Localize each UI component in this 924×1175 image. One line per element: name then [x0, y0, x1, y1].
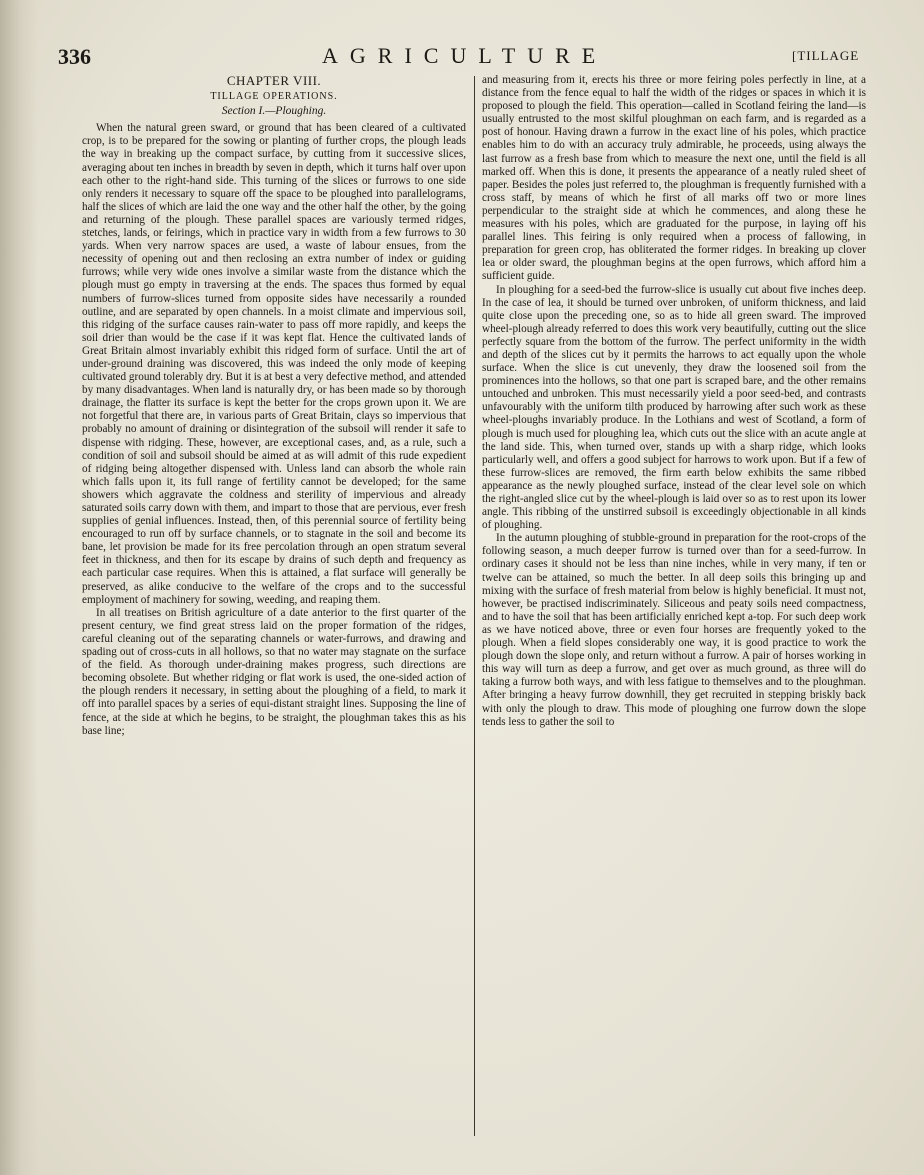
paragraph: In the autumn ploughing of stubble-ground in preparation for the root-crops of the following season, a much deeper furrow is turned over than for a seed-furrow. In ordinary cases it should not be less than nine inches, while in very many, if ten or twelve can be attained, so much the better. In all deep soils this bringing up and mixing with the surface of fresh material from below is highly beneficial. It must not, however, be practised indiscriminately. Siliceous and peaty soils need compactness, and to have the soil that has been artificially enriched kept a-top. For such deep work as we have noticed above, three or even four horses are frequently yoked to the plough. When a field slopes considerably one way, it is good practice to work the plough down the slope only, and return without a furrow. A pair of horses working in this way will turn as deep a furrow, and get over as much ground, as three will do taking a furrow both ways, and with less fatigue to themselves and to the ploughman. After bringing a heavy furrow downhill, they get recruited in stepping briskly back with only the plough to draw. This mode of ploughing one furrow down the slope tends less to gather the soil to: [482, 532, 866, 728]
right-column: [482, 74, 866, 1139]
running-title: AGRICULTURE: [322, 43, 608, 68]
paragraph: In ploughing for a seed-bed the furrow-slice is usually cut about five inches deep. In the case of lea, it should be turned over unbroken, of uniform thickness, and laid quite close upon the preceding one, so as to hide all green sward. The improved wheel-plough already referred to does this work very beautifully, cutting out the slice perfectly square from the bottom of the furrow. The perfect uniformity in the width and depth of the slices cut by it permits the harrows to act equally upon the whole surface. When the slice is cut unevenly, they draw the loosened soil from the prominences into the hollows, so that one part is scraped bare, and the other remains untouched and unbroken. This must necessarily yield a poor seed-bed, and contrasts unfavourably with the uniform tilth produced by harrowing after such work as these wheel-ploughs invariably produce. In the Lothians and west of Scotland, a form of plough is much used for ploughing lea, which cuts out the slice with an acute angle at the land side. This, when turned over, stands up with a sharp ridge, which looks particularly well, and offers a good subject for harrows to work upon. But if a few of these furrow-slices are removed, the firm earth below exhibits the same ribbed appearance as the newly ploughed surface, instead of the clear level sole on which the right-angled slice cut by the wheel-plough is laid over so as to rest upon its lower angle. This ribbing of the unstirred subsoil is exceedingly objectionable in all kinds of ploughing.: [482, 283, 866, 532]
chapter-subtitle: TILLAGE OPERATIONS.: [210, 91, 338, 103]
page-number: 336: [58, 44, 91, 69]
section-tag: [TILLAGE: [792, 48, 860, 63]
column-divider: [474, 76, 475, 1136]
page-header: [0, 40, 924, 70]
book-spine-shadow: [0, 0, 38, 1175]
paragraph: In all treatises on British agriculture of a date anterior to the first quarter of the present century, we find great stress laid on the proper formation of the ridges, careful cleaning out of the separating channels or water-furrows, and drawing and spading out of cross-cuts in all hollows, so that no water may stagnate on the surface of the field. As thorough under-draining makes progress, such directions are becoming obsolete. But whether ridging or flat work is used, the one-sided action of the plough renders it necessary, in setting about the ploughing of a field, to mark it off into parallel spaces by a series of equi-distant straight lines. Supposing the line of fence, at the side at which he begins, to be straight, the ploughman takes this as his base line;: [82, 606, 466, 737]
left-column: [82, 74, 466, 1139]
paragraph: When the natural green sward, or ground that has been cleared of a cultivated crop, is to be prepared for the sowing or planting of further crops, the plough leads the way in breaking up the compact surface, by cutting from it successive slices, averaging about ten inches in breadth by seven in depth, which it turns half over upon each other to the right-hand side. This turning of the slices or furrows to one side only renders it necessary to square off the space to be ploughed into parallelograms, half the slices of which are laid the one way and the other half the other, by the going and returning of the plough. These parallel spaces are variously termed ridges, stetches, lands, or feirings, which in practice vary in width from a few furrows to 30 yards. When very narrow spaces are used, a waste of labour ensues, from the necessity of opening out and then reclosing an extra number of index or guiding furrows; while very wide ones involve a similar waste from the distance which the plough must go empty in traversing at the ends. The spaces thus formed by equal numbers of furrow-slices turned from opposite sides have necessarily a rounded outline, and are separated by open channels. In a moist climate and impervious soil, this ridging of the surface causes rain-water to pass off more rapidly, and keeps the soil drier than would be the case if it was kept flat. Hence the cultivated lands of Great Britain almost invariably exhibit this ridged form of surface. Until the art of under-ground draining was discovered, this was indeed the only mode of keeping cultivated ground tolerably dry. But it is at best a very defective method, and attended by many disadvantages. When land is naturally dry, or has been made so by thorough drainage, the flatter its surface is kept the better for the crops grown upon it. We are not forgetful that there are, in various parts of Great Britain, clays so impervious that probably no amount of draining or disintegration of the subsoil will render it safe to dispense with ridging. These, however, are exceptional cases, and, as a rule, such a condition of soil and subsoil should be aimed at as will admit of this rude expedient of ridging being altogether dispensed with. Unless land can absorb the whole rain which falls upon it, its full range of fertility cannot be developed; for the same showers which aggravate the coldness and sterility of impervious and already saturated soils carry down with them, and impart to those that are pervious, ever fresh supplies of genial influences. Instead, then, of this perennial source of fertility being encouraged to run off by surface channels, or to stagnate in the soil and become its bane, let provision be made for its free percolation through an open stratum several feet in thickness, and then for its escape by drains of such depth and frequency as each particular case requires. When this is attained, a flat surface will generally be preserved, as alike conducive to the welfare of the crops and to the successful employment of machinery for sowing, weeding, and reaping them.: [82, 122, 466, 606]
chapter-heading: CHAPTER VIII.: [226, 74, 322, 88]
section-heading: Section I.—Ploughing.: [221, 105, 327, 118]
paragraph: and measuring from it, erects his three or more feiring poles perfectly in line, at a distance from the fence equal to half the width of the ridges or spaces in which it is proposed to plough the field. This operation—called in Scotland feiring the land—is usually entrusted to the most skilful ploughman on each farm, and is regarded as a post of honour. Having drawn a furrow in the exact line of his poles, which practice enables him to do with an accuracy truly admirable, he proceeds, using always the last furrow as a fresh base from which to measure the next one, until the field is all marked off. When this is done, it presents the appearance of a neatly ruled sheet of paper. Besides the poles just referred to, the ploughman is frequently furnished with a cross staff, by means of which he first of all marks off two or more lines perpendicular to the straight side at which he commences, and along these he measures with his poles, which are graduated for the purpose, in laying off his parallel lines. This feiring is only required when a process of fallowing, in preparation for green crop, has obliterated the former ridges. In breaking up clover lea or older sward, the ploughman begins at the open furrows, which afford him a sufficient guide.: [482, 74, 866, 283]
